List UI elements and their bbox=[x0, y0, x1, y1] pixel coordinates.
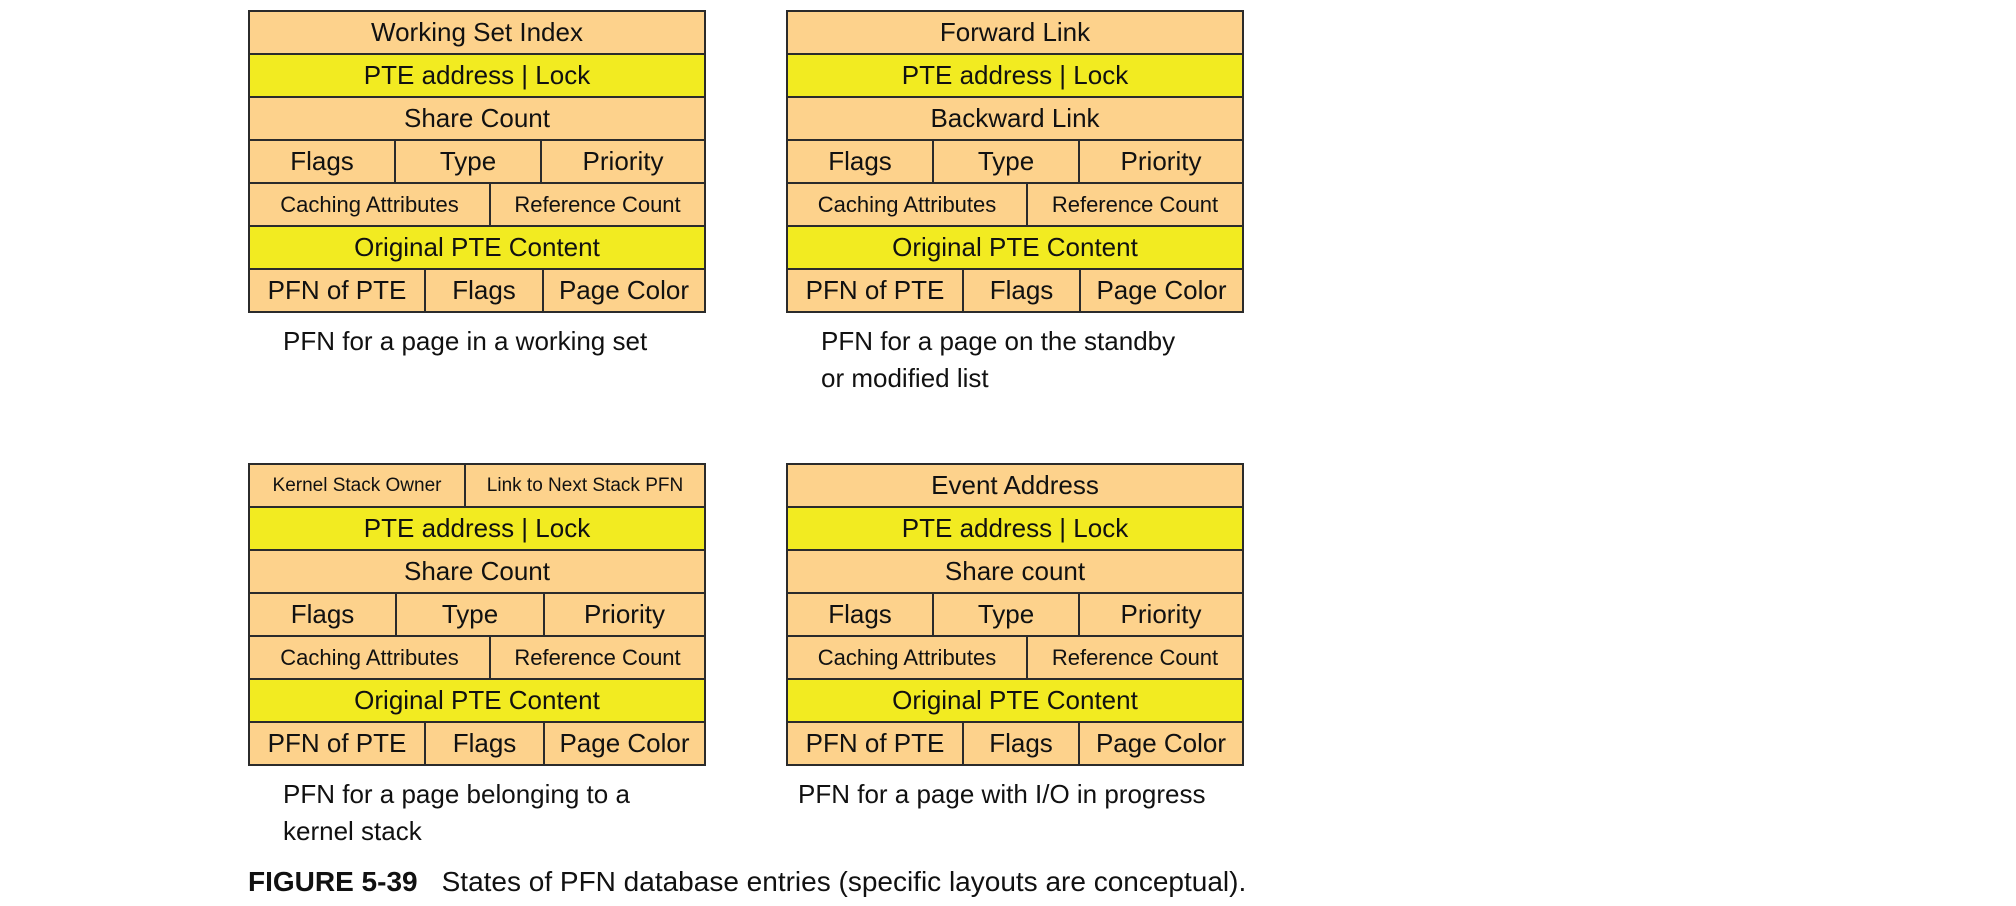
table-row bbox=[788, 551, 1242, 594]
pfn-diagram-working-set bbox=[248, 10, 706, 360]
caching-attributes-cell: Caching Attributes bbox=[250, 637, 491, 678]
pte-address-lock-cell: PTE address | Lock bbox=[788, 508, 1242, 549]
diagram-caption bbox=[786, 323, 1244, 397]
figure-label: FIGURE 5-39 bbox=[248, 866, 418, 897]
table-row bbox=[250, 184, 704, 227]
pfn-entry-table bbox=[248, 10, 706, 313]
table-row bbox=[788, 98, 1242, 141]
caption-line: or modified list bbox=[821, 363, 989, 393]
share-count-cell: Share Count bbox=[250, 551, 704, 592]
table-row bbox=[250, 508, 704, 551]
table-row bbox=[788, 508, 1242, 551]
table-row bbox=[788, 12, 1242, 55]
page-color-cell: Page Color bbox=[544, 270, 704, 311]
pte-address-lock-cell: PTE address | Lock bbox=[788, 55, 1242, 96]
table-row bbox=[250, 98, 704, 141]
backward-link-cell: Backward Link bbox=[788, 98, 1242, 139]
caption-line: PFN for a page with I/O in progress bbox=[798, 779, 1206, 809]
table-row bbox=[250, 270, 704, 311]
caching-attributes-cell: Caching Attributes bbox=[788, 637, 1028, 678]
type-cell: Type bbox=[934, 141, 1080, 182]
table-row bbox=[788, 227, 1242, 270]
flags-cell: Flags bbox=[250, 141, 396, 182]
type-cell: Type bbox=[397, 594, 545, 635]
pfn-of-pte-cell: PFN of PTE bbox=[250, 723, 426, 764]
link-to-next-stack-pfn-cell: Link to Next Stack PFN bbox=[466, 465, 704, 506]
forward-link-cell: Forward Link bbox=[788, 12, 1242, 53]
table-row bbox=[788, 184, 1242, 227]
flags-cell: Flags bbox=[788, 141, 934, 182]
reference-count-cell: Reference Count bbox=[1028, 637, 1242, 678]
table-row bbox=[788, 723, 1242, 764]
original-pte-content-cell: Original PTE Content bbox=[788, 680, 1242, 721]
reference-count-cell: Reference Count bbox=[491, 637, 704, 678]
priority-cell: Priority bbox=[1080, 594, 1242, 635]
table-row bbox=[250, 227, 704, 270]
flags-cell: Flags bbox=[964, 270, 1081, 311]
original-pte-content-cell: Original PTE Content bbox=[250, 680, 704, 721]
pfn-diagram-io-in-progress bbox=[786, 463, 1244, 813]
table-row bbox=[788, 637, 1242, 680]
pfn-of-pte-cell: PFN of PTE bbox=[788, 723, 964, 764]
pte-address-lock-cell: PTE address | Lock bbox=[250, 55, 704, 96]
table-row bbox=[250, 12, 704, 55]
table-row bbox=[250, 680, 704, 723]
page-color-cell: Page Color bbox=[1081, 270, 1242, 311]
table-row bbox=[250, 637, 704, 680]
diagram-caption bbox=[248, 776, 706, 850]
kernel-stack-owner-cell: Kernel Stack Owner bbox=[250, 465, 466, 506]
table-row bbox=[250, 723, 704, 764]
flags-cell: Flags bbox=[250, 594, 397, 635]
pfn-of-pte-cell: PFN of PTE bbox=[788, 270, 964, 311]
share-count-cell: Share Count bbox=[250, 98, 704, 139]
table-row bbox=[250, 465, 704, 508]
pfn-of-pte-cell: PFN of PTE bbox=[250, 270, 426, 311]
caching-attributes-cell: Caching Attributes bbox=[250, 184, 491, 225]
flags-cell: Flags bbox=[788, 594, 934, 635]
figure-caption bbox=[248, 866, 1246, 898]
reference-count-cell: Reference Count bbox=[1028, 184, 1242, 225]
page-color-cell: Page Color bbox=[1080, 723, 1242, 764]
table-row bbox=[788, 465, 1242, 508]
table-row bbox=[250, 551, 704, 594]
priority-cell: Priority bbox=[545, 594, 704, 635]
table-row bbox=[788, 680, 1242, 723]
pfn-diagram-kernel-stack bbox=[248, 463, 706, 850]
table-row bbox=[788, 594, 1242, 637]
pfn-entry-table bbox=[786, 10, 1244, 313]
share-count-cell: Share count bbox=[788, 551, 1242, 592]
table-row bbox=[788, 141, 1242, 184]
figure-caption-text: States of PFN database entries (specific layouts are conceptual). bbox=[441, 866, 1247, 897]
caption-line: kernel stack bbox=[283, 816, 422, 846]
caption-line: PFN for a page belonging to a bbox=[283, 779, 630, 809]
table-row bbox=[788, 270, 1242, 311]
page-color-cell: Page Color bbox=[545, 723, 704, 764]
pfn-entry-table bbox=[248, 463, 706, 766]
diagram-caption bbox=[248, 323, 706, 360]
working-set-index-cell: Working Set Index bbox=[250, 12, 704, 53]
caption-line: PFN for a page in a working set bbox=[283, 326, 648, 356]
diagram-caption bbox=[786, 776, 1244, 813]
pte-address-lock-cell: PTE address | Lock bbox=[250, 508, 704, 549]
table-row bbox=[250, 594, 704, 637]
table-row bbox=[788, 55, 1242, 98]
reference-count-cell: Reference Count bbox=[491, 184, 704, 225]
event-address-cell: Event Address bbox=[788, 465, 1242, 506]
flags-cell: Flags bbox=[964, 723, 1080, 764]
caching-attributes-cell: Caching Attributes bbox=[788, 184, 1028, 225]
pfn-entry-table bbox=[786, 463, 1244, 766]
table-row bbox=[250, 55, 704, 98]
type-cell: Type bbox=[934, 594, 1080, 635]
type-cell: Type bbox=[396, 141, 542, 182]
original-pte-content-cell: Original PTE Content bbox=[250, 227, 704, 268]
original-pte-content-cell: Original PTE Content bbox=[788, 227, 1242, 268]
priority-cell: Priority bbox=[1080, 141, 1242, 182]
pfn-diagram-standby-modified bbox=[786, 10, 1244, 397]
caption-line: PFN for a page on the standby bbox=[821, 326, 1176, 356]
table-row bbox=[250, 141, 704, 184]
flags-cell: Flags bbox=[426, 723, 545, 764]
flags-cell: Flags bbox=[426, 270, 544, 311]
priority-cell: Priority bbox=[542, 141, 704, 182]
